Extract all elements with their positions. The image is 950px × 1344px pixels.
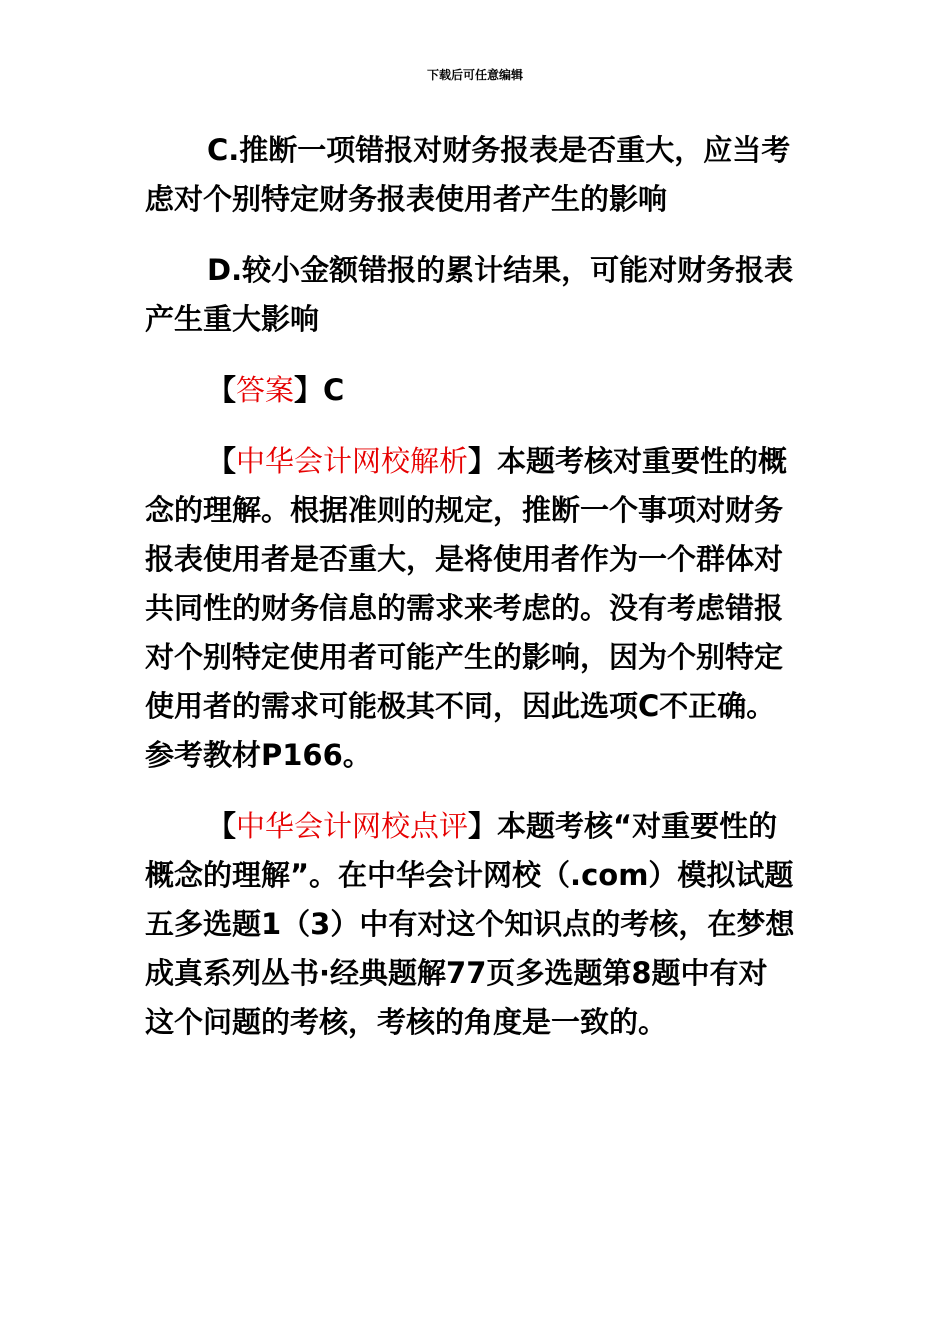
analysis-bracket-open: 【 (207, 444, 237, 478)
option-c-paragraph: C.推断一项错报对财务报表是否重大，应当考虑对个别特定财务报表使用者产生的影响 (145, 133, 791, 216)
answer-bracket-close: 】 (294, 373, 324, 407)
review-label: 中华会计网校点评 (236, 809, 469, 843)
analysis-label: 中华会计网校解析 (236, 444, 469, 478)
analysis-paragraph (145, 437, 795, 780)
answer-bracket-open: 【 (207, 373, 237, 407)
review-bracket-close: 】 (468, 809, 498, 843)
review-bracket-open: 【 (207, 809, 237, 843)
analysis-bracket-close: 】 (468, 444, 498, 478)
analysis-text: 本题考核对重要性的概念的理解。根据准则的规定，推断一个事项对财务报表使用者是否重大，是将使用者作为一个群体对共同性的财务信息的需求来考虑的。没有考虑错报对个别特定使用者可能产生的影响，因为个别特定使用者的需求可能极其不同，因此选项C不正确。参考教材P166。 (145, 444, 788, 772)
answer-paragraph (145, 366, 795, 415)
option-d-paragraph: D.较小金额错报的累计结果，可能对财务报表产生重大影响 (145, 253, 794, 336)
document-body (145, 126, 795, 1069)
answer-label: 答案 (236, 373, 295, 407)
review-text: 本题考核“对重要性的概念的理解”。在中华会计网校（.com）模拟试题五多选题1（3）中有对这个知识点的考核，在梦想成真系列丛书·经典题解77页多选题第8题中有对这个问题的考核，考核的角度是一致的。 (145, 809, 795, 1039)
page-header: 下载后可任意编辑 (426, 68, 523, 82)
review-paragraph (145, 802, 795, 1047)
answer-value: C (323, 373, 345, 407)
